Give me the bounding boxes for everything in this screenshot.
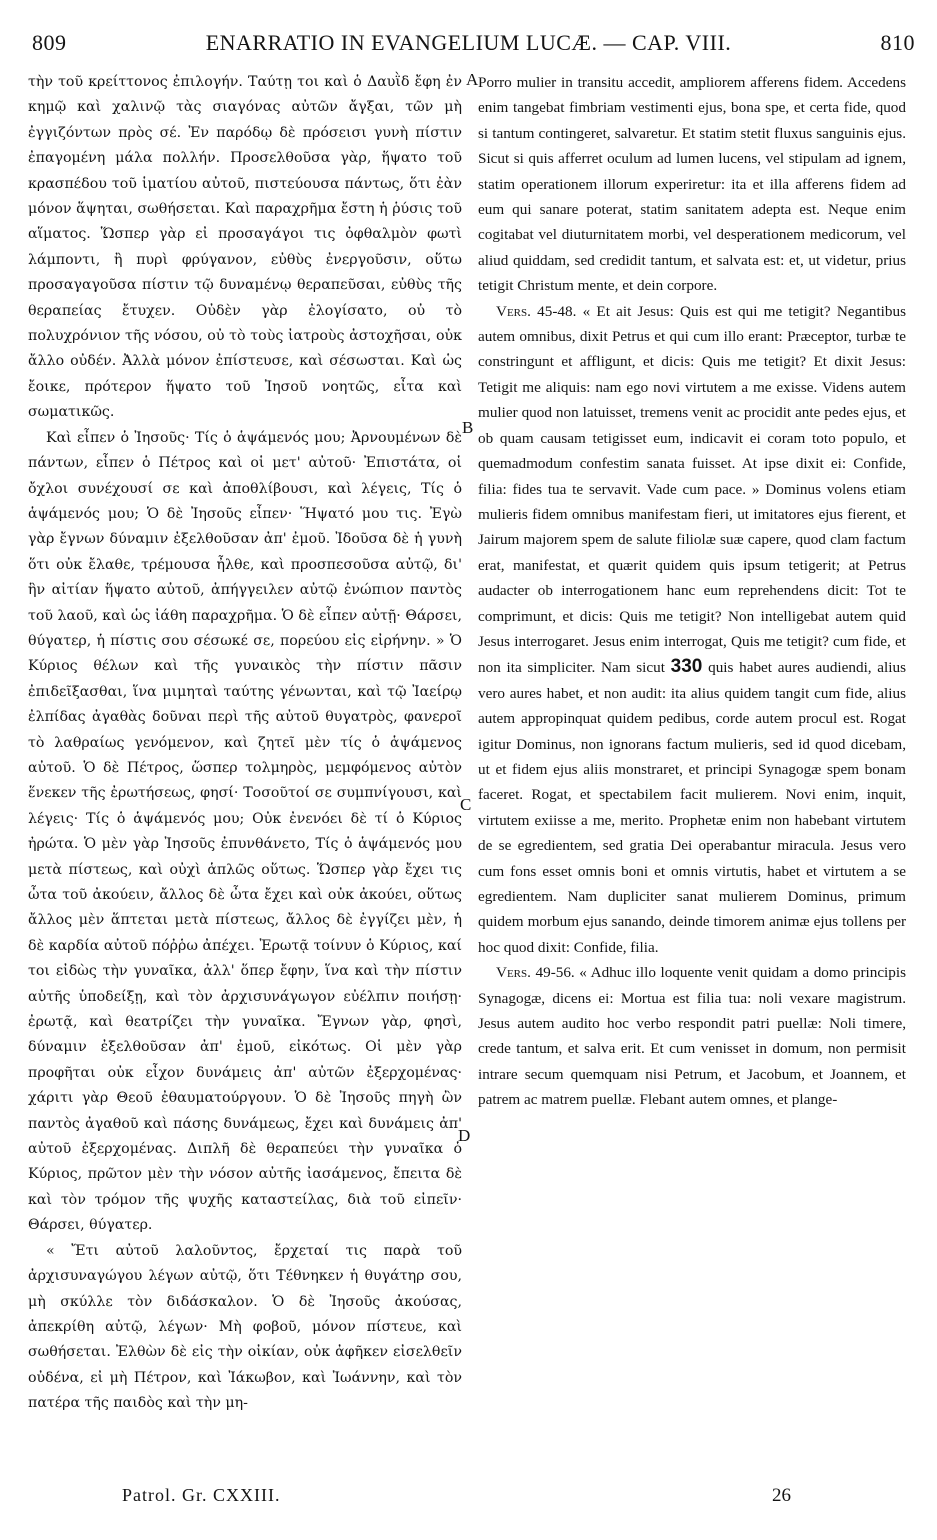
latin-paragraph-2 <box>478 299 906 961</box>
greek-paragraph-2: Καὶ εἶπεν ὁ Ἰησοῦς· Τίς ὁ ἁψάμενός μου; Ἀρνουμένων δὲ πάντων, εἶπεν ὁ Πέτρος καὶ οἱ μετ' αὐτοῦ· Ἐπιστάτα, οἱ ὄχλοι συνέχουσί σε καὶ ἀποθλίβουσι, καὶ λέγεις, Τίς ὁ ἁψάμενός μου; Ὁ δὲ Ἰησοῦς εἶπεν· Ἥψατό μου τις. Ἐγὼ γὰρ ἔγνων δύναμιν ἐξελθοῦσαν ἀπ' ἐμοῦ. Ἰδοῦσα δὲ ἡ γυνὴ ὅτι οὐκ ἔλαθε, τρέμουσα ἦλθε, καὶ προσπεσοῦσα αὐτῷ, δι' ἣν αἰτίαν ἥψατο αὐτοῦ, ἀπήγγειλεν αὐτῷ ἐνώπιον παντὸς τοῦ λαοῦ, καὶ ὡς ἰάθη παραχρῆμα. Ὁ δὲ εἶπεν αὐτῇ· Θάρσει, θύγατερ, ἡ πίστις σου σέσωκέ σε, πορεύου εἰς εἰρήνην. » Ὁ Κύριος θέλων καὶ τῆς γυναικὸς τὴν πίστιν πᾶσιν ἐπιδεῖξασθαι, ἵνα μιμηταὶ ταύτης γένωνται, καὶ τῷ Ἰαείρῳ ἐλπίδας ἀγαθὰς δοῦναι περὶ τῆς αὐτοῦ θυγατρὸς, φανεροῖ τὸ λαθραίως γενόμενον, καὶ ζητεῖ μὲν τίς ὁ ἁψάμενος αὐτοῦ. Ὁ δὲ Πέτρος, ὥσπερ τολμηρὸς, μεμφόμενος αὐτὸν ἕνεκεν τῆς ἐρωτήσεως, φησί· Τοσοῦτοί σε συμπνίγουσι, καὶ λέγεις· Τίς ὁ ἁψάμενός μου; Οὐκ ἐνενόει δὲ τί ὁ Κύριος ἠρώτα. Ὁ μὲν γὰρ Ἰησοῦς ἐπυνθάνετο, Τίς ὁ ἁψάμενός μου μετὰ πίστεως, καὶ οὐχὶ ἁπλῶς οὕτως. Ὥσπερ γὰρ ἔχει τις ὦτα τοῦ ἀκούειν, ἄλλος δὲ ὦτα ἔχει καὶ οὐκ ἀκούει, οὕτως ἄλλος μὲν ἅπτεται μετὰ πίστεως, ἄλλος δὲ ἐγγίζει μὲν, ἡ δὲ καρδία αὐτοῦ πόῤῥω ἀπέχει. Ἐρωτᾷ τοίνυν ὁ Κύριος, καί τοι εἰδὼς τὴν γυναῖκα, ἀλλ' ὅπερ ἔφην, ἵνα καὶ τὴν πίστιν αὐτῆς ὑποδείξῃ, καὶ τὸν ἀρχισυνάγωγον εὐέλπιν ποιήσῃ· ἐρωτᾷ, καὶ θεατρίζει τὴν γυναῖκα. Ἔγνων γὰρ, φησὶ, δύναμιν ἐξελθοῦσαν ἀπ' ἐμοῦ, εἰκότως. Οἱ μὲν γὰρ προφῆται οὐκ εἶχον δυνάμεις ἀπ' αὐτῶν ἐξερχομένας· χάριτι γὰρ Θεοῦ ἐθαυματούργουν. Ὁ δὲ Ἰησοῦς πηγὴ ὢν παντὸς ἀγαθοῦ καὶ πάσης δυνάμεως, ἔχει καὶ δυνάμεις ἀπ' αὐτοῦ ἐξερχομένας. Διπλῆ δὲ θεραπεύει τὴν γυναῖκα ὁ Κύριος, πρῶτον μὲν τὴν νόσον αὐτῆς ἰασάμενος, ἔπειτα δὲ καὶ τὸν τρόμον τῆς ψυχῆς καταστείλας, διὰ τοῦ εἰπεῖν· Θάρσει, θύγατερ. <box>28 429 462 1234</box>
footer-source: Patrol. Gr. CXXIII. <box>122 1485 281 1505</box>
page-number-left: 809 <box>32 30 67 55</box>
section-marker-c: C <box>460 795 472 814</box>
running-title: ENARRATIO IN EVANGELIUM LUCÆ. — CAP. VIII. <box>205 30 732 55</box>
latin-text: quis habet aures audiendi, alius vero aures habet, et non audit: ita alius quidem tangit cum fide, alius autem appropinquat quidem pedibus, corde autem procul est. Rogat igitur Dominus, non ignorans factum mulieris, sed id quod dicebam, ut et fidem ejus aliis monstraret, et principi Synagogæ spem bonam faceret. Rogat, et spectabilem facit mulierem. Novi enim, inquit, virtutem exiisse a me, merito. Prophetæ enim non habebant virtutem de se egredientem, sed gratia Dei operabantur miracula. Jesus vero cum fons esset omnis boni et omnis virtutis, habet et virtutem a se egredientem. Nam dupliciter sanat mulierem Dominus, primum quidem morbum ejus sanando, deinde timorem animæ ejus tollens per hoc quod dixit: Confide, filia. <box>478 659 906 956</box>
latin-text: « Et ait Jesus: Quis est qui me tetigit? Negantibus autem omnibus, dixit Petrus et qui cum illo erant: Præceptor, turbæ te constringunt et affligunt, et dicis: Quis me tetigit? Et dixit Jesus: Tetigit me aliquis: nam ego novi virtutem a me exisse. Videns autem mulier quod non latuisset, tremens venit ac procidit ante pedes ejus, et ob quam causam tetigisset eum, indicavit ei coram toto populo, et quemadmodum confestim sanata fuisset. At ipse dixit ei: Confide, filia: fides tua te servavit. Vade cum pace. » Dominus volens etiam mulieris fidem omnibus manifestam fieri, ut imitatores ejus fierent, et Jairum majorem spem de salute filiolæ suæ capere, quod clam factum erat, manifestat, et quærit quidem quis ipsum tetigerit; at Petrus audacter ob interrogationem hanc eum reprehendens dicit: Tot te comprimunt, et dicis: Quis me tetigit? Non intelligebat autem quid Jesus interrogaret. Jesus enim interrogat, Quis me tetigit? cum fide, et non ita simpliciter. Nam sicut <box>478 302 906 677</box>
greek-column <box>28 70 462 1417</box>
section-marker-b: B <box>462 418 474 437</box>
greek-paragraph-3: « Ἔτι αὐτοῦ λαλοῦντος, ἔρχεταί τις παρὰ τοῦ ἀρχισυναγώγου λέγων αὐτῷ, ὅτι Τέθνηκεν ἡ θυγάτηρ σου, μὴ σκύλλε τὸν διδάσκαλον. Ὁ δὲ Ἰησοῦς ἀκούσας, ἀπεκρίθη αὐτῷ, λέγων· Μὴ φοβοῦ, μόνον πίστευε, καὶ σωθήσεται. Ἐλθὼν δὲ εἰς τὴν οἰκίαν, οὐκ ἀφῆκεν εἰσελθεῖν οὐδένα, εἰ μὴ Πέτρον, καὶ Ἰάκωβον, καὶ Ἰωάννην, καὶ τὸν πατέρα τῆς παιδὸς καὶ τὴν μη- <box>28 1242 462 1412</box>
column-number: 330 <box>670 656 703 678</box>
verse-reference: Vers. 49-56. <box>496 964 575 982</box>
latin-column <box>478 70 906 1113</box>
latin-text: « Adhuc illo loquente venit quidam a domo principis Synagogæ, dicens ei: Mortua est filia tua: noli vexare magistrum. Jesus autem audito hoc verbo respondit patri puellæ: Noli timere, crede tantum, et salva erit. Et cum venisset in domum, non permisit intrare secum quemquam nisi Petrum, et Jacobum, et Joannem, et patrem ac matrem puellæ. Flebant autem omnes, et plange- <box>478 964 906 1109</box>
page-number-right: 810 <box>880 30 915 55</box>
footer-signature: 26 <box>772 1485 791 1506</box>
latin-paragraph-1: Porro mulier in transitu accedit, ampliorem afferens fidem. Accedens enim tangebat fimbriam vestimenti ejus, bona spe, et certa fide, quod si tantum contingeret, salvaretur. Et statim stetit fluxus sanguinis ejus. Sicut si quis afferret oculum ad lumen lucens, vel stipulam ad ignem, statim operationem illorum experiretur: ita et illa afferens fidem ad eum qui sanare poterat, statim sanitatem adepta est. Neque enim cogitabat vel diuturnitatem morbi, vel desperationem medicorum, vel aliud quiddam, sed credidit tantum, et salvata est: et, ut videtur, prius tetigit Christum mente, et dein corpore. <box>478 74 906 295</box>
running-header <box>20 30 917 60</box>
verse-reference: Vers. 45-48. <box>496 302 577 320</box>
latin-paragraph-3 <box>478 960 906 1112</box>
greek-paragraph-1: τὴν τοῦ κρείττονος ἐπιλογήν. Ταύτῃ τοι καὶ ὁ Δαυῒδ ἔφη ἐν κημῷ καὶ χαλινῷ τὰς σιαγόνας αὐτῶν ἄγξαι, τῶν μὴ ἐγγιζόντων πρὸς σέ. Ἐν παρόδῳ δὲ πρόσεισι γυνὴ πίστιν ἐπαγομένη μάλα πολλήν. Προσελθοῦσα γὰρ, ἥψατο τοῦ κρασπέδου τοῦ ἱματίου αὐτοῦ, πιστεύουσα πάντως, ὅτι ἐὰν μόνον ἅψηται, σωθήσεται. Καὶ παραχρῆμα ἔστη ἡ ῥύσις τοῦ αἵματος. Ὥσπερ γὰρ εἰ προσαγάγοι τις ὀφθαλμὸν φωτὶ λάμποντι, ἢ πυρὶ φρύγανον, εὐθὺς ἐνεργοῦσιν, οὕτω προσαγαγοῦσα πίστιν τῷ δυναμένῳ θεραπεῦσαι, εὐθὺς τῆς θεραπείας ἔτυχεν. Οὐδὲν γὰρ ἐλογίσατο, οὐ τὸ πολυχρόνιον τῆς νόσου, οὐ τὸ τοὺς ἰατροὺς ἀστοχῆσαι, οὐκ ἄλλο οὐδέν. Ἀλλὰ μόνον ἐπίστευσε, καὶ σέσωσται. Καὶ ὡς ἔοικε, πρότερον ἥψατο τοῦ Ἰησοῦ νοητῶς, εἶτα καὶ σωματικῶς. <box>28 74 462 421</box>
section-marker-d: D <box>458 1126 471 1145</box>
section-marker-a: A <box>466 70 479 89</box>
